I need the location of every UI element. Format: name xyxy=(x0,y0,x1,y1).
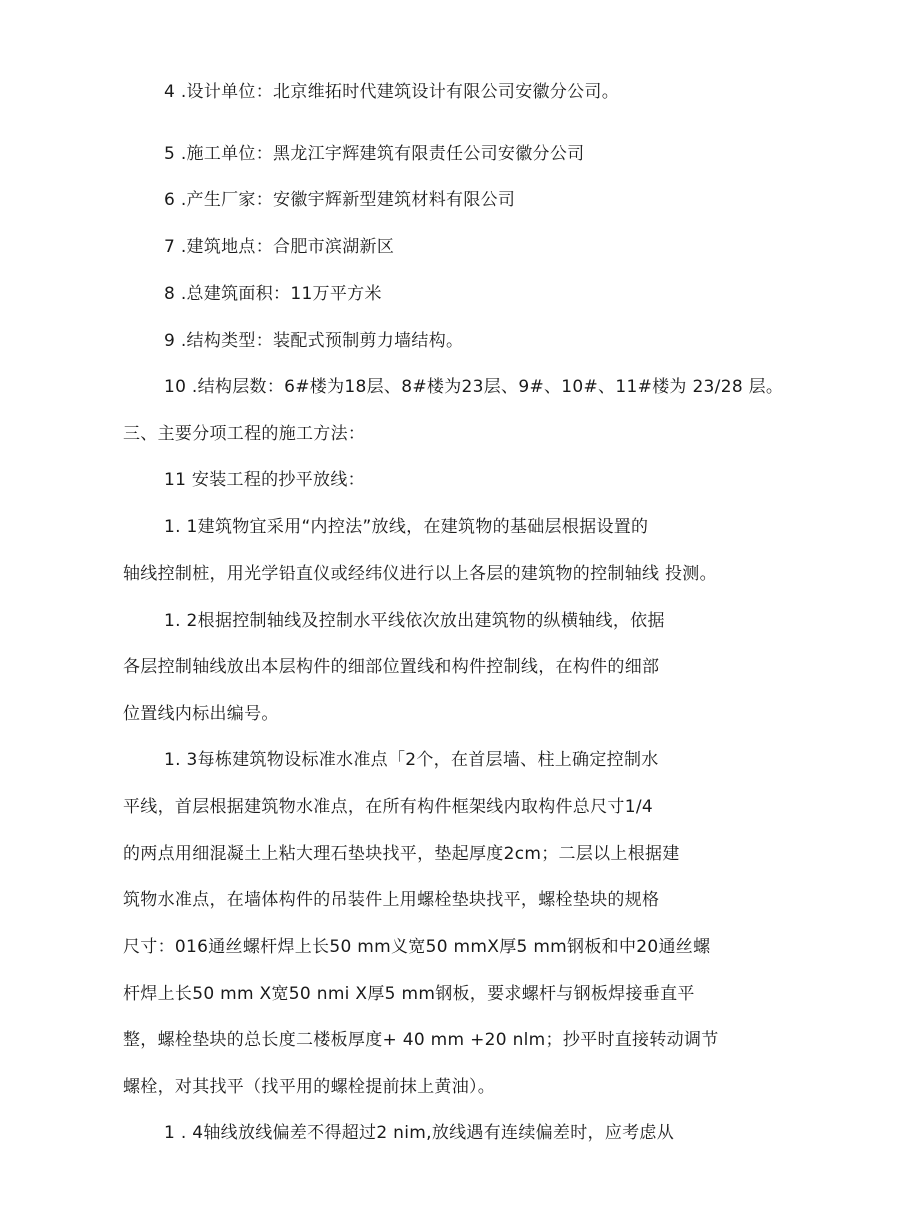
item-9-structure-type: 9 .结构类型：装配式预制剪力墙结构。 xyxy=(164,331,464,351)
paragraph-line: 1. 1建筑物宜采用“内控法”放线，在建筑物的基础层根据设置的 xyxy=(164,517,649,537)
paragraph-line: 杆焊上长50 mm X宽50 nmi X厚5 mm钢板，要求螺杆与钢板焊接垂直平 xyxy=(123,984,695,1004)
paragraph-line: 各层控制轴线放出本层构件的细部位置线和构件控制线，在构件的细部 xyxy=(123,657,660,677)
subsection-heading-11: 11 安装工程的抄平放线： xyxy=(164,470,365,490)
item-7-location: 7 .建筑地点：合肥市滨湖新区 xyxy=(164,237,395,257)
paragraph-line: 位置线内标出编号。 xyxy=(123,704,279,724)
item-8-total-area: 8 .总建筑面积：11万平方米 xyxy=(164,284,382,304)
paragraph-line: 平线，首层根据建筑物水准点，在所有构件框架线内取构件总尺寸1/4 xyxy=(123,797,653,817)
section-heading-3: 三、主要分项工程的施工方法： xyxy=(123,424,366,444)
paragraph-line: 整，螺栓垫块的总长度二楼板厚度+ 40 mm +20 nlm；抄平时直接转动调节 xyxy=(123,1030,719,1050)
item-10-structure-floors: 10 .结构层数：6#楼为18层、8#楼为23层、9#、10#、11#楼为 23/28 层。 xyxy=(164,377,784,397)
paragraph-line: 1. 2根据控制轴线及控制水平线依次放出建筑物的纵横轴线，依据 xyxy=(164,611,665,631)
paragraph-line: 尺寸：016通丝螺杆焊上长50 mm义宽50 mmX厚5 mm钢板和中20通丝螺 xyxy=(123,937,711,957)
paragraph-line: 1. 3每栋建筑物设标准水准点「2个，在首层墙、柱上确定控制水 xyxy=(164,750,659,770)
item-4-design-unit: 4 .设计单位：北京维拓时代建筑设计有限公司安徽分公司。 xyxy=(164,82,620,102)
item-6-manufacturer: 6 .产生厂家：安徽宇辉新型建筑材料有限公司 xyxy=(164,190,516,210)
paragraph-line: 轴线控制桩，用光学铅直仪或经纬仪进行以上各层的建筑物的控制轴线 投测。 xyxy=(123,564,717,584)
paragraph-line: 1 . 4轴线放线偏差不得超过2 nim,放线遇有连续偏差时，应考虑从 xyxy=(164,1123,675,1143)
paragraph-line: 螺栓，对其找平（找平用的螺栓提前抹上黄油）。 xyxy=(123,1077,496,1097)
paragraph-line: 的两点用细混凝土上粘大理石垫块找平，垫起厚度2cm；二层以上根据建 xyxy=(123,844,680,864)
paragraph-line: 筑物水准点，在墙体构件的吊装件上用螺栓垫块找平，螺栓垫块的规格 xyxy=(123,890,660,910)
item-5-construction-unit: 5 .施工单位：黑龙江宇辉建筑有限责任公司安徽分公司 xyxy=(164,144,585,164)
